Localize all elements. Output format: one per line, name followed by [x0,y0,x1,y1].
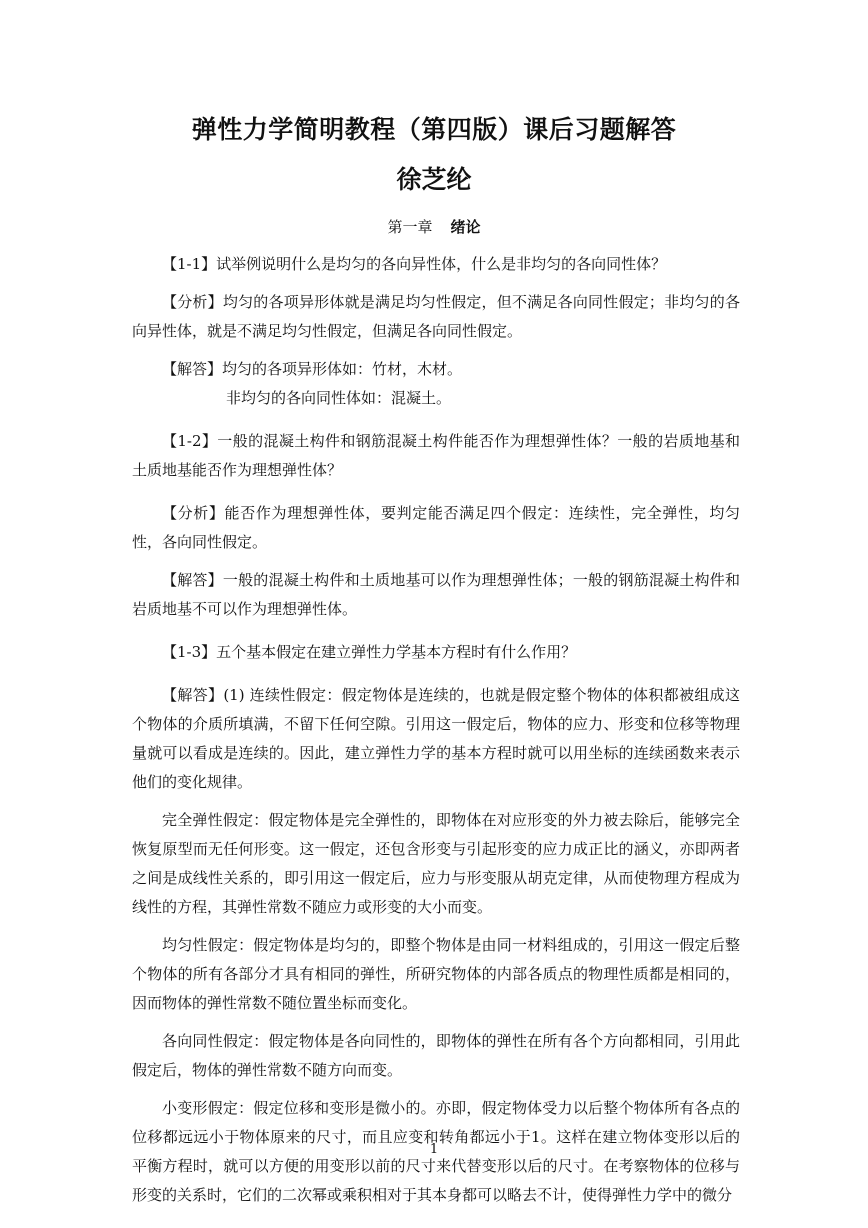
analysis-1-2: 【分析】能否作为理想弹性体，要判定能否满足四个假定：连续性，完全弹性，均匀性，各向同性假定。 [132,504,740,551]
answer-1-3-small-deformation: 小变形假定：假定位移和变形是微小的。亦即，假定物体受力以后整个物体所有各点的位移都远远小于物体原来的尺寸，而且应变和转角都远小于1。这样在建立物体变形以后的平衡方程时，就可以方便的用变形以前的尺寸来代替变形以后的尺寸。在考察物体的位移与形变的关系时，它们的二次幂或乘积相对于其本身都可以略去不计，使得弹性力学中的微分 [132,1099,740,1204]
answer-1-3-isotropy: 各向同性假定：假定物体是各向同性的，即物体的弹性在所有各个方向都相同，引用此假定后，物体的弹性常数不随方向而变。 [132,1032,740,1079]
chapter-name: 绪论 [450,218,481,236]
answer-1-3-homogeneity: 均匀性假定：假定物体是均匀的，即整个物体是由同一材料组成的，引用这一假定后整个物体的所有各部分才具有相同的弹性，所研究物体的内部各质点的物理性质都是相同的，因而物体的弹性常数不随位置坐标而变化。 [132,936,740,1012]
answer-1-2: 【解答】一般的混凝土构件和土质地基可以作为理想弹性体；一般的钢筋混凝土构件和岩质地基不可以作为理想弹性体。 [132,571,740,618]
answer-1-3-elasticity: 完全弹性假定：假定物体是完全弹性的，即物体在对应形变的外力被去除后，能够完全恢复原型而无任何形变。这一假定，还包含形变与引起形变的应力成正比的涵义，亦即两者之间是成线性关系的，即引用这一假定后，应力与形变服从胡克定律，从而使物理方程成为线性的方程，其弹性常数不随应力或形变的大小而变。 [132,811,740,916]
document-body [132,250,740,1210]
answer-1-1-line1: 【解答】均匀的各项异形体如：竹材，木材。 [162,360,463,378]
page-number: 1 [429,1142,439,1157]
answer-1-1-line2: 非均匀的各向同性体如：混凝土。 [226,389,452,407]
chapter-heading [0,216,868,237]
question-1-1: 【1-1】试举例说明什么是均匀的各向异性体，什么是非均匀的各向同性体？ [162,255,667,273]
chapter-label: 第一章 [387,218,433,236]
question-1-3: 【1-3】五个基本假定在建立弹性力学基本方程时有什么作用？ [162,643,577,661]
analysis-1-1: 【分析】均匀的各项异形体就是满足均匀性假定，但不满足各向同性假定；非均匀的各向异性体，就是不满足均匀性假定，但满足各向同性假定。 [132,293,740,340]
question-1-2: 【1-2】一般的混凝土构件和钢筋混凝土构件能否作为理想弹性体？一般的岩质地基和土质地基能否作为理想弹性体？ [132,432,740,479]
author-name: 徐芝纶 [396,165,472,194]
document-title: 弹性力学简明教程（第四版）课后习题解答 [191,115,677,144]
answer-1-3-continuity: 【解答】(1) 连续性假定：假定物体是连续的，也就是假定整个物体的体积都被组成这个物体的介质所填满，不留下任何空隙。引用这一假定后，物体的应力、形变和位移等物理量就可以看成是连续的。因此，建立弹性力学的基本方程时就可以用坐标的连续函数来表示他们的变化规律。 [132,686,740,791]
